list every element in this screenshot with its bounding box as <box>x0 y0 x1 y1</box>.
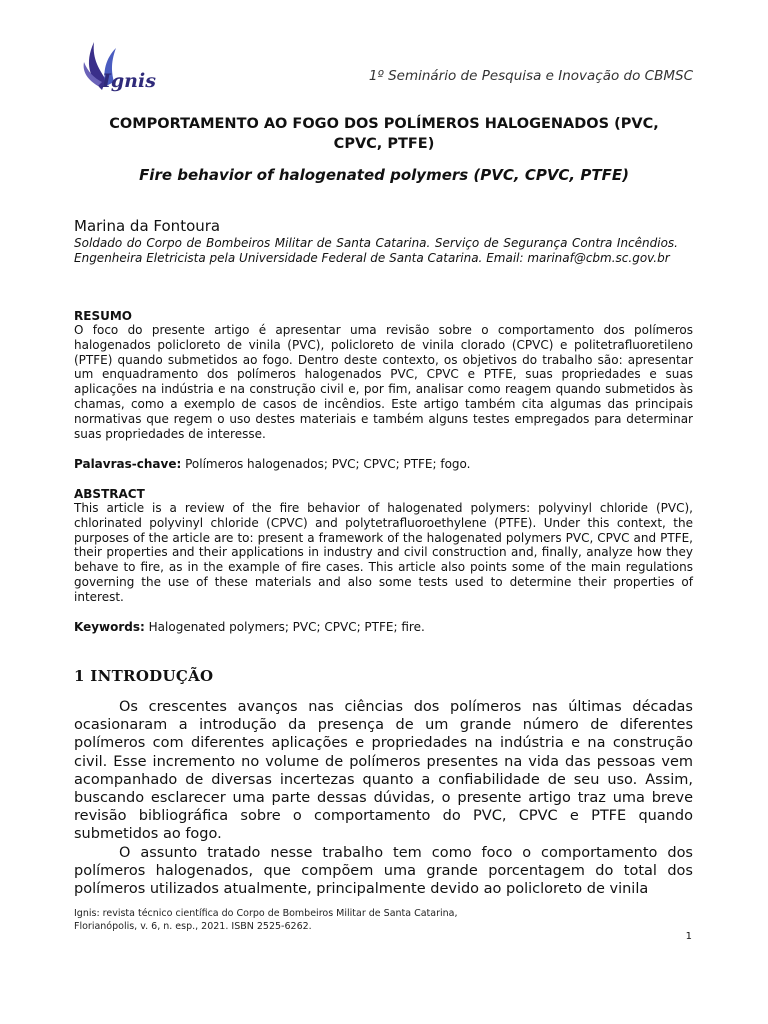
intro-paragraph-2: O assunto tratado nesse trabalho tem como foco o comportamento dos polímeros halogenados, que compõem uma grande porcentagem do total dos polímeros utilizados atualmente, principalmente devido ao policloreto de vinila <box>74 844 693 898</box>
keywords-en-line <box>74 620 425 634</box>
intro-body <box>74 698 693 898</box>
english-title: Fire behavior of halogenated polymers (PVC, CPVC, PTFE) <box>139 166 629 184</box>
abstract-text: This article is a review of the fire behavior of halogenated polymers: polyvinyl chloride (PVC), chlorinated polyvinyl chloride (CPVC) and polytetrafluoroethylene (PTFE). Under this context, the purposes of the article are to: present a framework of the halogenated polymers PVC, CPVC and PTFE, their properties and their applications in industry and civil construction and, finally, analyze how they behave to fire, as in the example of fire cases. This article also points some of the main regulations governing the use of these materials and also some tests used to determine their properties of interest. <box>74 501 693 604</box>
author-name: Marina da Fontoura <box>74 217 221 235</box>
seminar-header: 1º Seminário de Pesquisa e Inovação do CBMSC <box>368 68 693 84</box>
ignis-logo <box>80 40 164 96</box>
page-number: 1 <box>685 931 692 942</box>
title-line-2: CPVC, PTFE) <box>333 136 435 152</box>
intro-heading: 1 INTRODUÇÃO <box>74 667 214 685</box>
keywords-en: Halogenated polymers; PVC; CPVC; PTFE; fire. <box>144 620 425 634</box>
paper-title <box>80 114 688 154</box>
intro-paragraph-1: Os crescentes avanços nas ciências dos polímeros nas últimas décadas ocasionaram a introdução da presença de um grande número de diferentes polímeros com diferentes aplicações e propriedades na indústria e na construção civil. Esse incremento no volume de polímeros presentes na vida das pessoas vem acompanhado de diversas incertezas quanto a confiabilidade de seu uso. Assim, buscando esclarecer uma parte dessas dúvidas, o presente artigo traz uma breve revisão bibliográfica sobre o comportamento do PVC, CPVC e PTFE quando submetidos ao fogo. <box>74 699 693 843</box>
logo-text: Ignis <box>102 70 156 92</box>
author-affiliation: Soldado do Corpo de Bombeiros Militar de Santa Catarina. Serviço de Segurança Contra Incêndios. Engenheira Eletricista pela Universidade Federal de Santa Catarina. Email: marinaf@cbm.sc.gov.br <box>74 236 678 265</box>
keywords-pt: Polímeros halogenados; PVC; CPVC; PTFE; fogo. <box>181 457 471 471</box>
resumo-heading: RESUMO <box>74 309 132 323</box>
footer-line-2: Florianópolis, v. 6, n. esp., 2021. ISBN 2525-6262. <box>74 921 312 932</box>
footer-citation <box>74 907 458 933</box>
abstract-heading: ABSTRACT <box>74 487 145 501</box>
keywords-label-pt: Palavras-chave: <box>74 457 182 471</box>
footer-line-1: Ignis: revista técnico científica do Corpo de Bombeiros Militar de Santa Catarina, <box>74 908 458 919</box>
palavras-chave <box>74 457 471 471</box>
title-line-1: COMPORTAMENTO AO FOGO DOS POLÍMEROS HALOGENADOS (PVC, <box>109 116 659 132</box>
keywords-label-en: Keywords: <box>74 620 145 634</box>
resumo-text: O foco do presente artigo é apresentar uma revisão sobre o comportamento dos polímeros halogenados policloreto de vinila (PVC), policloreto de vinila clorado (CPVC) e politetrafluoretileno (PTFE) quando submetidos ao fogo. Dentro deste contexto, os objetivos do trabalho são: apresentar um enquadramento dos polímeros halogenados PVC, CPVC e PTFE, suas propriedades e suas aplicações na indústria e na construção civil e, por fim, analisar como reagem quando submetidos às chamas, como a exemplo de casos de incêndios. Este artigo também cita algumas das principais normativas que regem o uso destes materiais e também alguns testes empregados para determinar suas propriedades de interesse. <box>74 323 693 441</box>
